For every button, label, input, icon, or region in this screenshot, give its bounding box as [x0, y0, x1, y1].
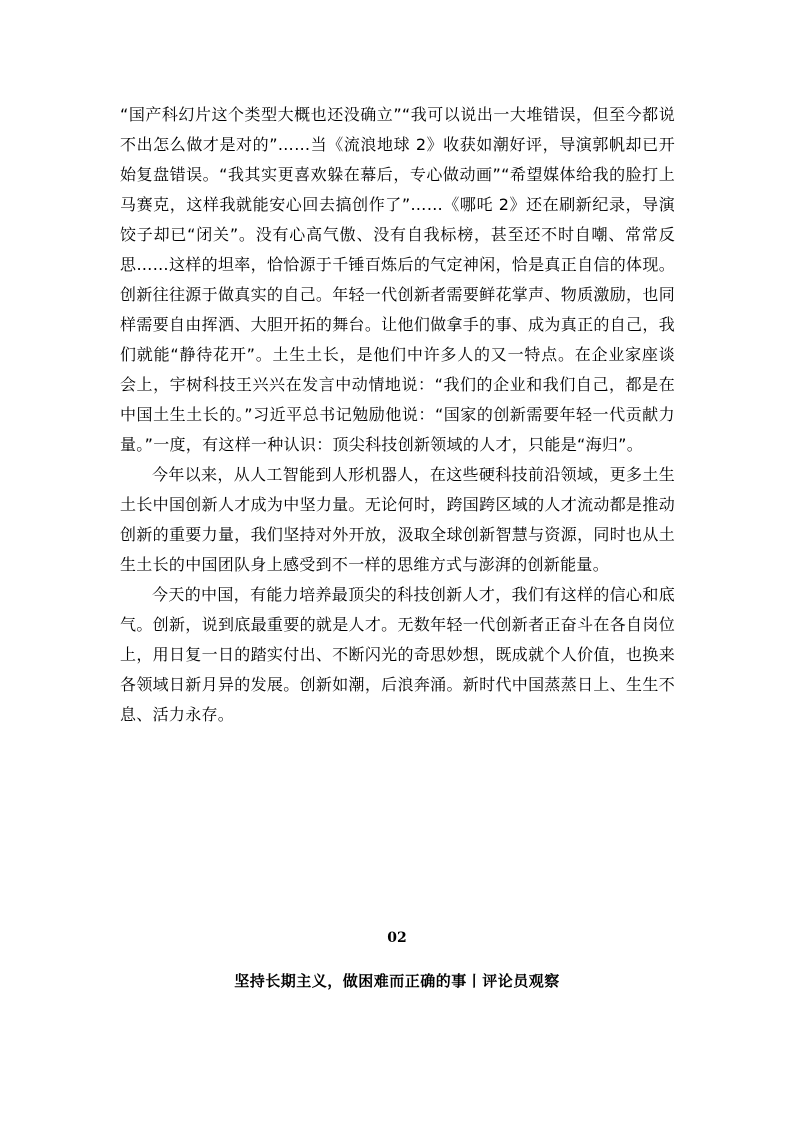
article-body — [120, 100, 675, 730]
paragraph-1: “国产科幻片这个类型大概也还没确立”“我可以说出一大堆错误，但至今都说不出怎么做才是对的”……当《流浪地球 2》收获如潮好评，导演郭帆却已开始复盘错误。“我其实更喜欢躲在幕后，专心做动画”“希望媒体给我的脸打上马赛克，这样我就能安心回去搞创作了”……《哪吒 2》还在刷新纪录，导演饺子却已“闭关”。没有心高气傲、没有自我标榜，甚至还不时自嘲、常常反思……这样的坦率，恰恰源于千锤百炼后的气定神闲，恰是真正自信的体现。创新往往源于做真实的自己。年轻一代创新者需要鲜花掌声、物质激励，也同样需要自由挥洒、大胆开拓的舞台。让他们做拿手的事、成为真正的自己，我们就能“静待花开”。土生土长，是他们中许多人的又一特点。在企业家座谈会上，宇树科技王兴兴在发言中动情地说：“我们的企业和我们自己，都是在中国土生土长的。”习近平总书记勉励他说：“国家的创新需要年轻一代贡献力量。”一度，有这样一种认识：顶尖科技创新领域的人才，只能是“海归”。 — [120, 105, 675, 454]
paragraph-3: 今天的中国，有能力培养最顶尖的科技创新人才，我们有这样的信心和底气。创新，说到底最重要的就是人才。无数年轻一代创新者正奋斗在各自岗位上，用日复一日的踏实付出、不断闪光的奇思妙想，既成就个人价值，也换来各领域日新月异的发展。创新如潮，后浪奔涌。新时代中国蒸蒸日上、生生不息、活力永存。 — [120, 585, 675, 724]
paragraph-2: 今年以来，从人工智能到人形机器人，在这些硬科技前沿领域，更多土生土长中国创新人才成为中坚力量。无论何时，跨国跨区域的人才流动都是推动创新的重要力量，我们坚持对外开放，汲取全球创新智慧与资源，同时也从土生土长的中国团队身上感受到不一样的思维方式与澎湃的创新能量。 — [120, 465, 675, 574]
section-number: 02 — [387, 930, 407, 946]
section-title: 坚持长期主义，做困难而正确的事丨评论员观察 — [234, 972, 560, 990]
